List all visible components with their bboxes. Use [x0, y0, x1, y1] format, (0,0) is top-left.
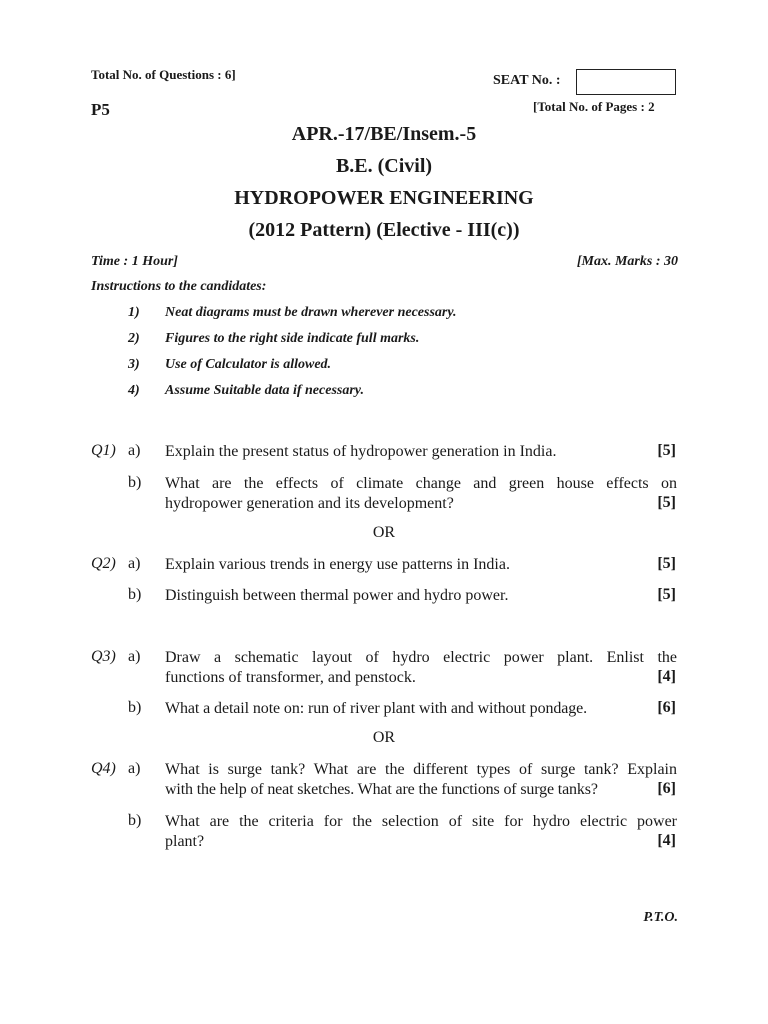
total-questions: Total No. of Questions : 6] — [91, 67, 236, 82]
question-text: What are the criteria for the selection of site for hydro electric power — [165, 813, 677, 830]
paper-code: P5 — [91, 100, 110, 119]
subject-title: HYDROPOWER ENGINEERING — [234, 187, 534, 209]
part-label: a) — [128, 555, 141, 572]
question-text: Explain the present status of hydropower generation in India. — [165, 443, 557, 460]
marks-badge: [4] — [657, 832, 676, 849]
marks-badge: [5] — [657, 494, 676, 511]
part-label: b) — [128, 586, 142, 603]
part-label: a) — [128, 648, 141, 665]
marks-badge: [6] — [657, 699, 676, 716]
marks-badge: [5] — [657, 555, 676, 572]
pto-label: P.T.O. — [643, 910, 678, 925]
degree-title: B.E. (Civil) — [335, 155, 433, 177]
question-text: functions of transformer, and penstock. — [165, 669, 416, 686]
instruction-text: Figures to the right side indicate full marks. — [165, 331, 420, 346]
marks-badge: [5] — [657, 586, 676, 603]
instruction-number: 3) — [128, 357, 140, 372]
or-separator: OR — [372, 524, 396, 541]
max-marks: [Max. Marks : 30 — [576, 254, 678, 269]
question-number-q2: Q2) — [91, 555, 116, 572]
seat-number-label: SEAT No. : — [493, 73, 561, 88]
question-text: What a detail note on: run of river plant with and without pondage. — [165, 700, 588, 717]
question-number-q1: Q1) — [91, 442, 116, 459]
instruction-text: Neat diagrams must be drawn wherever necessary. — [165, 305, 457, 320]
marks-badge: [5] — [657, 442, 676, 459]
question-text: Distinguish between thermal power and hydro power. — [165, 587, 509, 604]
question-text: Draw a schematic layout of hydro electric power plant. Enlist the — [165, 649, 677, 666]
exam-code: APR.-17/BE/Insem.-5 — [291, 123, 477, 145]
question-text: What are the effects of climate change and green house effects on — [165, 475, 677, 492]
part-label: a) — [128, 760, 141, 777]
instruction-text: Use of Calculator is allowed. — [165, 357, 332, 372]
part-label: a) — [128, 442, 141, 459]
or-separator: OR — [372, 729, 396, 746]
question-text: Explain various trends in energy use patterns in India. — [165, 556, 510, 573]
question-number-q3: Q3) — [91, 648, 116, 665]
time-allowed: Time : 1 Hour] — [91, 254, 178, 269]
question-text: What is surge tank? What are the different types of surge tank? Explain — [165, 761, 677, 778]
question-text: hydropower generation and its development? — [165, 495, 454, 512]
seat-number-box[interactable] — [576, 69, 676, 95]
pattern-title: (2012 Pattern) (Elective - III(c)) — [248, 219, 520, 241]
instruction-number: 2) — [128, 331, 140, 346]
marks-badge: [4] — [657, 668, 676, 685]
part-label: b) — [128, 699, 142, 716]
part-label: b) — [128, 474, 142, 491]
instruction-number: 4) — [128, 383, 140, 398]
marks-badge: [6] — [657, 780, 676, 797]
instruction-number: 1) — [128, 305, 140, 320]
part-label: b) — [128, 812, 142, 829]
instructions-heading: Instructions to the candidates: — [91, 279, 267, 294]
question-text: plant? — [165, 833, 205, 850]
question-text: with the help of neat sketches. What are the functions of surge tanks? — [165, 781, 598, 798]
question-number-q4: Q4) — [91, 760, 116, 777]
instruction-text: Assume Suitable data if necessary. — [165, 383, 364, 398]
total-pages: [Total No. of Pages : 2 — [533, 99, 655, 114]
